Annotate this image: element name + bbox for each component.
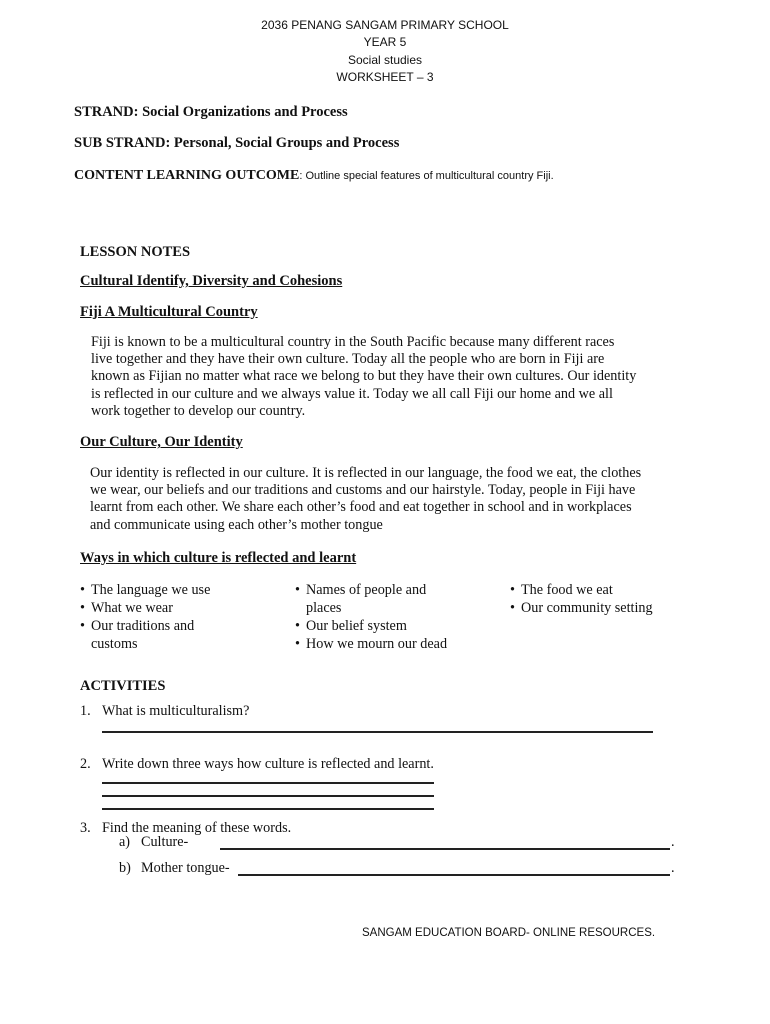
bullet-item: • Names of people and places <box>295 582 427 616</box>
multicultural-paragraph <box>91 334 636 420</box>
section-title-identity: Our Culture, Our Identity <box>80 434 243 450</box>
lesson-notes-heading: LESSON NOTES <box>80 244 191 260</box>
bullet-icon: • <box>510 582 515 598</box>
bullet-icon: • <box>295 618 300 634</box>
bullet-icon: • <box>80 600 85 616</box>
question-text: Write down three ways how culture is reflected and learnt. <box>102 756 434 772</box>
sub-question-b <box>119 860 230 877</box>
sub-question-word: Culture- <box>141 834 189 850</box>
answer-line[interactable] <box>220 848 670 850</box>
sub-question-end: . <box>671 860 675 876</box>
bullet-icon: • <box>510 600 515 616</box>
bullet-item: • Our belief system <box>295 618 407 634</box>
bullet-item: • What we wear <box>80 600 173 616</box>
content-learning-outcome <box>74 166 554 184</box>
paragraph-line: we wear, our beliefs and our traditions and customs and our hairstyle. Today, people in Fiji have <box>90 482 636 499</box>
bullet-icon: • <box>295 582 300 598</box>
subject-name: Social studies <box>347 52 423 67</box>
paragraph-line: work together to develop our country. <box>91 402 306 419</box>
paragraph-line: is reflected in our culture and we always value it. Today we all call Fiji our home and we all <box>91 385 613 402</box>
sub-strand-heading: SUB STRAND: Personal, Social Groups and Process <box>74 135 400 151</box>
paragraph-line: Our identity is reflected in our culture. It is reflected in our language, the food we eat, the clothes <box>90 465 642 481</box>
question-2 <box>80 756 434 773</box>
answer-line[interactable] <box>238 874 670 876</box>
paragraph-line: live together and they have their own culture. Today all the people who are born in Fiji are <box>91 351 605 368</box>
sub-question-end: . <box>671 834 675 850</box>
bullet-item: • Our traditions and customs <box>80 618 195 652</box>
paragraph-line: and communicate using each other’s mother tongue <box>90 516 383 533</box>
paragraph-line: Fiji is known to be a multicultural country in the South Pacific because many different races <box>91 334 615 350</box>
activities-heading: ACTIVITIES <box>80 678 166 694</box>
footer-text: SANGAM EDUCATION BOARD- ONLINE RESOURCES. <box>362 927 656 939</box>
bullet-icon: • <box>80 618 85 634</box>
bullet-column-1 <box>80 581 240 653</box>
strand-heading: STRAND: Social Organizations and Process <box>74 104 348 120</box>
answer-line[interactable] <box>102 782 434 784</box>
year-level: YEAR 5 <box>363 35 407 50</box>
worksheet-number: WORKSHEET – 3 <box>336 70 434 85</box>
bullet-item: • Our community setting <box>510 600 653 616</box>
bullet-item: • How we mourn our dead <box>295 636 448 652</box>
sub-question-label: a) <box>119 834 131 850</box>
question-text: What is multiculturalism? <box>102 703 250 719</box>
sub-question-label: b) <box>119 860 131 876</box>
paragraph-line: known as Fijian no matter what race we belong to but they have their own cultures. Our identity <box>91 368 637 385</box>
bullet-icon: • <box>80 582 85 598</box>
topic-title: Cultural Identify, Diversity and Cohesions <box>80 273 343 289</box>
clo-label: CONTENT LEARNING OUTCOME <box>74 168 300 183</box>
section-title-multicultural: Fiji A Multicultural Country <box>80 304 258 320</box>
bullet-item: • The language we use <box>80 582 211 598</box>
answer-line[interactable] <box>102 731 653 733</box>
sub-question-a <box>119 834 188 851</box>
sub-question-word: Mother tongue- <box>141 860 230 876</box>
clo-text: : Outline special features of multicultural country Fiji. <box>299 170 554 182</box>
answer-line[interactable] <box>102 795 434 797</box>
section-title-ways: Ways in which culture is reflected and learnt <box>80 550 357 566</box>
paragraph-line: learnt from each other. We share each other’s food and eat together in school and in workplaces <box>90 499 632 516</box>
question-number: 2. <box>80 756 91 772</box>
question-1 <box>80 703 249 720</box>
school-name: 2036 PENANG SANGAM PRIMARY SCHOOL <box>261 18 509 32</box>
bullet-column-2 <box>295 581 455 653</box>
question-number: 3. <box>80 820 91 836</box>
question-text: Find the meaning of these words. <box>102 820 292 836</box>
bullet-item: • The food we eat <box>510 582 613 598</box>
identity-paragraph <box>90 465 641 534</box>
question-number: 1. <box>80 703 91 719</box>
worksheet-header <box>0 17 770 87</box>
bullet-column-3 <box>510 581 700 617</box>
bullet-icon: • <box>295 636 300 652</box>
answer-line[interactable] <box>102 808 434 810</box>
